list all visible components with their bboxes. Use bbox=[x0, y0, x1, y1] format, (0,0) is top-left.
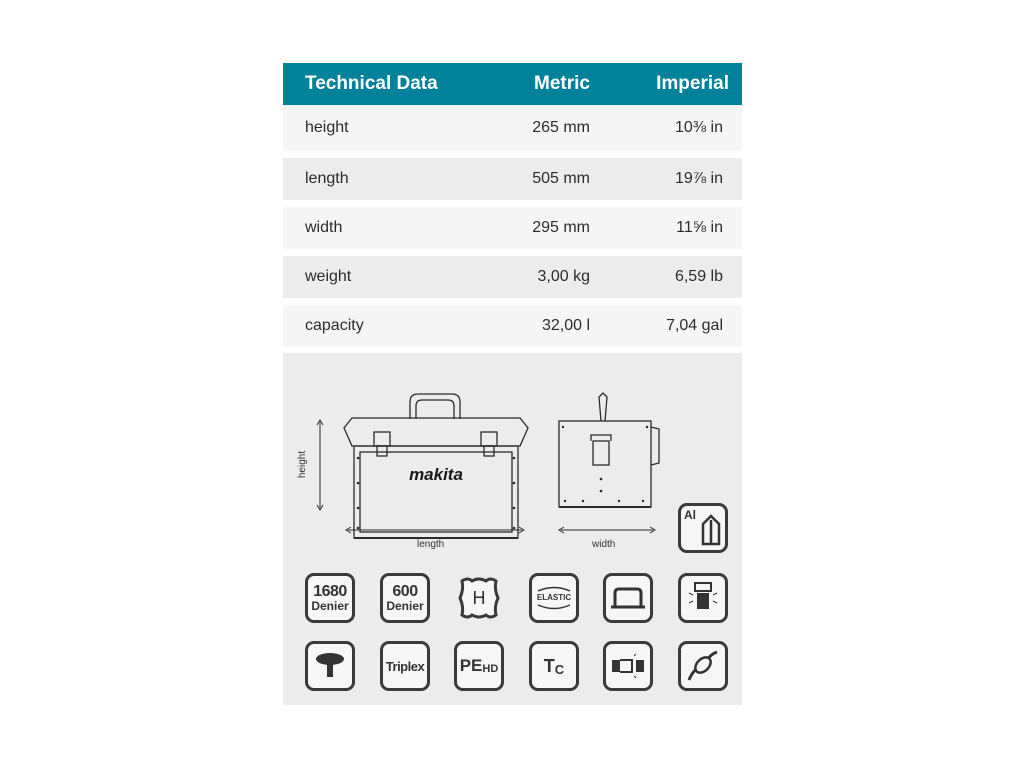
row-metric: 295 mm bbox=[532, 219, 590, 236]
elastic-label: ELASTIC bbox=[536, 593, 572, 602]
denier-600-badge bbox=[380, 573, 430, 623]
latch-icon bbox=[687, 581, 719, 615]
row-metric: 32,00 l bbox=[541, 317, 590, 334]
denier-1680-unit: Denier bbox=[311, 598, 349, 613]
tc-main: T bbox=[543, 655, 555, 676]
row-metric: 505 mm bbox=[532, 170, 590, 187]
feature-panel bbox=[283, 353, 742, 705]
width-arrow bbox=[558, 525, 656, 535]
triplex-label: Triplex bbox=[385, 658, 425, 674]
row-label: height bbox=[305, 119, 349, 136]
width-label: width bbox=[592, 539, 616, 550]
pehd-badge bbox=[454, 641, 504, 691]
leather-label: H bbox=[472, 588, 486, 608]
handle-badge bbox=[603, 573, 653, 623]
tc-badge bbox=[529, 641, 579, 691]
header-technical-data: Technical Data bbox=[305, 73, 438, 94]
length-label: length bbox=[417, 539, 445, 550]
aluminium-label: Al bbox=[684, 508, 696, 522]
technical-data-table bbox=[283, 63, 742, 347]
header-metric: Metric bbox=[534, 73, 590, 94]
pehd-sub: HD bbox=[482, 662, 499, 675]
leather-icon bbox=[454, 573, 504, 623]
row-imperial: 6,59 lb bbox=[674, 268, 723, 285]
length-arrow bbox=[345, 525, 525, 535]
row-imperial: 19⅞ in bbox=[674, 170, 723, 187]
toolbox-side-diagram bbox=[553, 391, 668, 516]
table-header bbox=[283, 63, 742, 105]
height-arrow bbox=[315, 419, 325, 511]
elastic-wave-icon-lower bbox=[536, 603, 572, 611]
elastic-badge bbox=[529, 573, 579, 623]
height-label: height bbox=[297, 450, 309, 479]
strap-badge bbox=[678, 641, 728, 691]
row-imperial: 10⅜ in bbox=[674, 119, 723, 136]
denier-600-number: 600 bbox=[392, 582, 418, 600]
row-label: length bbox=[305, 170, 349, 187]
row-metric: 3,00 kg bbox=[537, 268, 590, 285]
elastic-wave-icon bbox=[536, 585, 572, 593]
table-row bbox=[283, 256, 742, 298]
aluminium-badge bbox=[678, 503, 728, 553]
denier-600-unit: Denier bbox=[386, 598, 424, 613]
latch-badge bbox=[678, 573, 728, 623]
strap-icon bbox=[685, 648, 721, 684]
handle-icon bbox=[611, 587, 645, 609]
denier-1680-badge bbox=[305, 573, 355, 623]
row-label: capacity bbox=[305, 317, 364, 334]
aluminium-profile-icon bbox=[701, 514, 721, 546]
tc-sub: C bbox=[554, 661, 565, 677]
row-metric: 265 mm bbox=[532, 119, 590, 136]
table-row bbox=[283, 305, 742, 347]
table-row bbox=[283, 158, 742, 200]
row-imperial: 7,04 gal bbox=[666, 317, 723, 334]
row-imperial: 11⅝ in bbox=[676, 219, 723, 236]
buckle-icon bbox=[610, 652, 646, 680]
buckle-badge bbox=[603, 641, 653, 691]
denier-1680-number: 1680 bbox=[313, 582, 347, 600]
row-label: weight bbox=[305, 268, 352, 285]
table-row bbox=[283, 207, 742, 249]
toolbox-front-diagram bbox=[338, 388, 533, 548]
brand-logo: makita bbox=[409, 465, 463, 484]
row-label: width bbox=[305, 219, 343, 236]
triplex-badge bbox=[380, 641, 430, 691]
header-imperial: Imperial bbox=[656, 73, 729, 94]
foot-badge bbox=[305, 641, 355, 691]
foot-icon bbox=[313, 651, 347, 681]
table-row bbox=[283, 105, 742, 151]
pehd-main: PE bbox=[459, 656, 483, 675]
